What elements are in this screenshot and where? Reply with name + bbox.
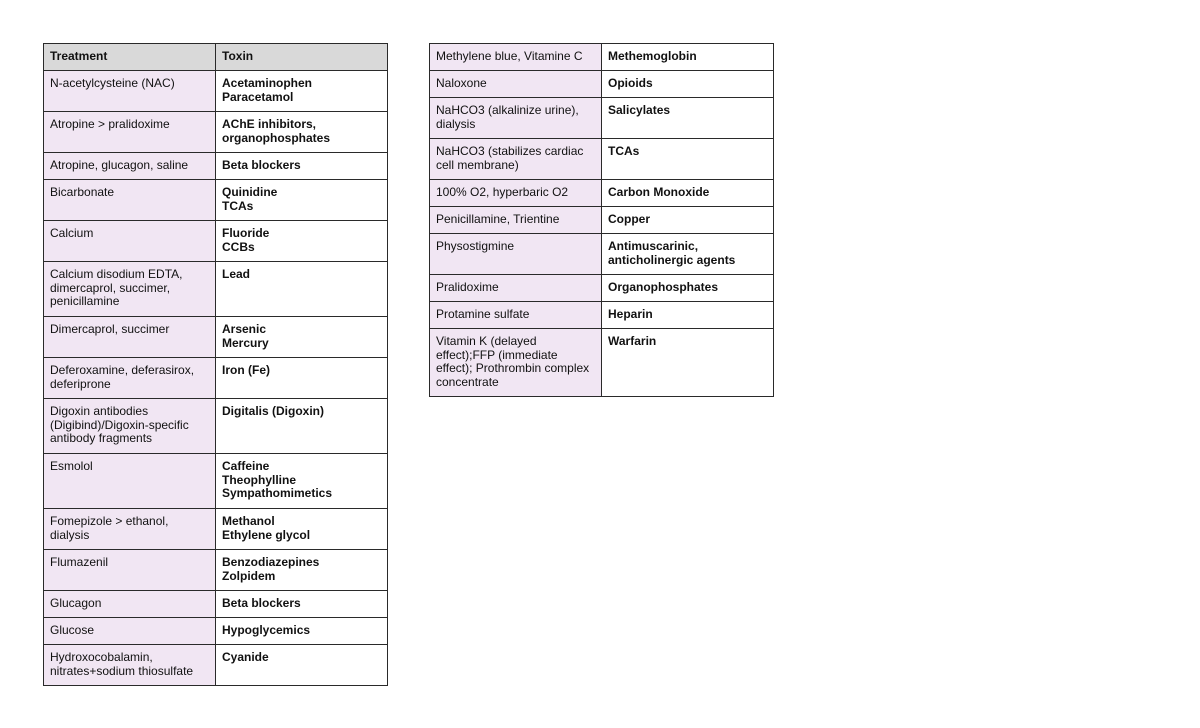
toxin-text: Arsenic — [222, 322, 267, 336]
treatment-cell — [430, 98, 602, 139]
table-row — [44, 180, 388, 221]
treatment-cell — [430, 329, 602, 397]
table-header-row — [44, 44, 388, 71]
treatment-text: Physostigmine — [436, 239, 515, 253]
table-row — [430, 71, 774, 98]
treatment-text: Naloxone — [436, 76, 487, 90]
toxin-text: Paracetamol — [222, 89, 294, 104]
toxin-cell — [602, 44, 774, 71]
table-row — [430, 207, 774, 234]
treatment-cell — [44, 509, 216, 550]
treatment-cell — [430, 180, 602, 207]
treatment-text: Pralidoxime — [436, 280, 499, 294]
treatment-cell — [44, 317, 216, 358]
treatment-text: N-acetylcysteine (NAC) — [50, 76, 175, 90]
toxin-text: CCBs — [222, 239, 255, 254]
toxin-text: Fluoride — [222, 226, 270, 240]
table-row — [430, 139, 774, 180]
toxin-cell — [602, 302, 774, 329]
treatment-text: Calcium — [50, 226, 94, 240]
table-row — [44, 618, 388, 645]
treatment-cell — [44, 180, 216, 221]
toxin-text: Methemoglobin — [608, 49, 697, 63]
toxin-cell — [602, 234, 774, 275]
toxin-cell — [216, 317, 388, 358]
toxin-cell — [602, 180, 774, 207]
toxin-cell — [602, 275, 774, 302]
treatment-cell — [430, 207, 602, 234]
toxin-cell — [602, 98, 774, 139]
treatment-cell — [430, 302, 602, 329]
treatment-text: effect);FFP (immediate — [436, 347, 558, 362]
treatment-cell — [44, 591, 216, 618]
toxin-cell — [216, 221, 388, 262]
treatment-cell — [44, 399, 216, 454]
treatment-text: Fomepizole > ethanol, — [50, 514, 169, 528]
table-row — [44, 358, 388, 399]
toxin-text: Carbon Monoxide — [608, 185, 710, 199]
treatment-text: Digoxin antibodies — [50, 404, 149, 418]
treatment-text: Calcium disodium EDTA, — [50, 267, 183, 281]
toxin-text: Antimuscarinic, — [608, 239, 699, 253]
toxin-text: Warfarin — [608, 334, 657, 348]
toxin-text: TCAs — [608, 144, 640, 158]
treatment-cell — [44, 71, 216, 112]
right-table-body — [430, 44, 774, 397]
toxin-cell — [216, 358, 388, 399]
treatment-text: Esmolol — [50, 459, 93, 473]
toxin-cell — [216, 399, 388, 454]
toxin-text: Digitalis (Digoxin) — [222, 404, 324, 418]
treatment-cell — [44, 221, 216, 262]
toxin-text: Mercury — [222, 335, 269, 350]
table-row — [430, 234, 774, 275]
toxin-cell — [602, 207, 774, 234]
treatment-cell — [430, 139, 602, 180]
toxin-text: TCAs — [222, 198, 254, 213]
treatment-text: Atropine > pralidoxime — [50, 117, 170, 131]
treatment-column-header: Treatment — [44, 44, 216, 71]
toxin-cell — [602, 71, 774, 98]
table-row — [44, 153, 388, 180]
toxin-text: Quinidine — [222, 185, 278, 199]
toxin-text: Sympathomimetics — [222, 486, 333, 500]
treatment-text: penicillamine — [50, 294, 120, 308]
treatment-text: Vitamin K (delayed — [436, 334, 537, 348]
treatment-cell — [430, 44, 602, 71]
treatment-text: Protamine sulfate — [436, 307, 530, 321]
toxin-cell — [216, 591, 388, 618]
treatment-text: NaHCO3 (stabilizes cardiac — [436, 144, 584, 158]
table-row — [430, 329, 774, 397]
toxin-column-header: Toxin — [216, 44, 388, 71]
toxin-text: Organophosphates — [608, 280, 719, 294]
treatment-text: Methylene blue, Vitamine C — [436, 49, 583, 63]
treatment-text: dialysis — [436, 116, 476, 131]
toxin-cell — [602, 329, 774, 397]
table-row — [44, 645, 388, 686]
treatment-cell — [44, 153, 216, 180]
treatment-cell — [44, 358, 216, 399]
treatment-text: antibody fragments — [50, 431, 153, 445]
antidote-table-right — [429, 43, 774, 397]
toxin-text: Opioids — [608, 76, 653, 90]
toxin-cell — [216, 618, 388, 645]
treatment-text: deferiprone — [50, 376, 111, 391]
toxin-text: Heparin — [608, 307, 653, 321]
treatment-cell — [430, 71, 602, 98]
treatment-text: NaHCO3 (alkalinize urine), — [436, 103, 579, 117]
toxin-text: Hypoglycemics — [222, 623, 311, 637]
treatment-text: Flumazenil — [50, 555, 109, 569]
toxin-text: Beta blockers — [222, 158, 301, 172]
table-row — [430, 302, 774, 329]
toxin-text: Cyanide — [222, 650, 269, 664]
treatment-text: Dimercaprol, succimer — [50, 322, 170, 336]
table-row — [430, 44, 774, 71]
table-row — [44, 112, 388, 153]
antidote-table-left — [43, 43, 388, 686]
treatment-text: Glucagon — [50, 596, 102, 610]
table-row — [44, 454, 388, 509]
table-row — [430, 98, 774, 139]
toxin-text: organophosphates — [222, 130, 331, 145]
treatment-cell — [430, 275, 602, 302]
treatment-text: Glucose — [50, 623, 95, 637]
treatment-text: Penicillamine, Trientine — [436, 212, 560, 226]
table-row — [44, 221, 388, 262]
toxin-text: Caffeine — [222, 459, 270, 473]
treatment-text: concentrate — [436, 374, 499, 389]
table-row — [430, 275, 774, 302]
table-row — [44, 591, 388, 618]
toxin-text: Beta blockers — [222, 596, 301, 610]
table-row — [44, 550, 388, 591]
treatment-text: (Digibind)/Digoxin-specific — [50, 417, 189, 432]
treatment-cell — [44, 645, 216, 686]
treatment-cell — [44, 550, 216, 591]
toxin-text: Methanol — [222, 514, 275, 528]
toxin-text: anticholinergic agents — [608, 252, 736, 267]
treatment-text: 100% O2, hyperbaric O2 — [436, 185, 569, 199]
toxin-text: Acetaminophen — [222, 76, 313, 90]
toxin-cell — [602, 139, 774, 180]
toxin-text: Benzodiazepines — [222, 555, 320, 569]
treatment-cell — [44, 112, 216, 153]
toxin-cell — [216, 153, 388, 180]
toxin-text: Iron (Fe) — [222, 363, 270, 377]
table-row — [44, 262, 388, 317]
toxin-text: Ethylene glycol — [222, 527, 311, 542]
toxin-text: Zolpidem — [222, 568, 276, 583]
toxin-cell — [216, 180, 388, 221]
treatment-text: effect); Prothrombin complex — [436, 361, 590, 375]
toxin-cell — [216, 112, 388, 153]
toxin-cell — [216, 509, 388, 550]
table-row — [44, 399, 388, 454]
toxin-text: AChE inhibitors, — [222, 117, 316, 131]
toxin-cell — [216, 71, 388, 112]
treatment-cell — [44, 618, 216, 645]
treatment-text: Deferoxamine, deferasirox, — [50, 363, 195, 377]
toxin-text: Theophylline — [222, 472, 297, 487]
treatment-text: dimercaprol, succimer, — [50, 280, 171, 295]
treatment-text: Hydroxocobalamin, — [50, 650, 153, 664]
toxin-cell — [216, 262, 388, 317]
table-row — [44, 509, 388, 550]
treatment-text: dialysis — [50, 527, 90, 542]
table-row — [44, 71, 388, 112]
treatment-cell — [430, 234, 602, 275]
toxin-cell — [216, 645, 388, 686]
toxin-text: Lead — [222, 267, 251, 281]
treatment-text: Bicarbonate — [50, 185, 115, 199]
treatment-text: cell membrane) — [436, 157, 519, 172]
treatment-cell — [44, 454, 216, 509]
treatment-text: Atropine, glucagon, saline — [50, 158, 189, 172]
left-table-body — [44, 71, 388, 686]
toxin-text: Salicylates — [608, 103, 671, 117]
table-row — [430, 180, 774, 207]
treatment-text: nitrates+sodium thiosulfate — [50, 663, 194, 678]
toxin-text: Copper — [608, 212, 650, 226]
table-row — [44, 317, 388, 358]
treatment-cell — [44, 262, 216, 317]
toxin-cell — [216, 550, 388, 591]
toxin-cell — [216, 454, 388, 509]
